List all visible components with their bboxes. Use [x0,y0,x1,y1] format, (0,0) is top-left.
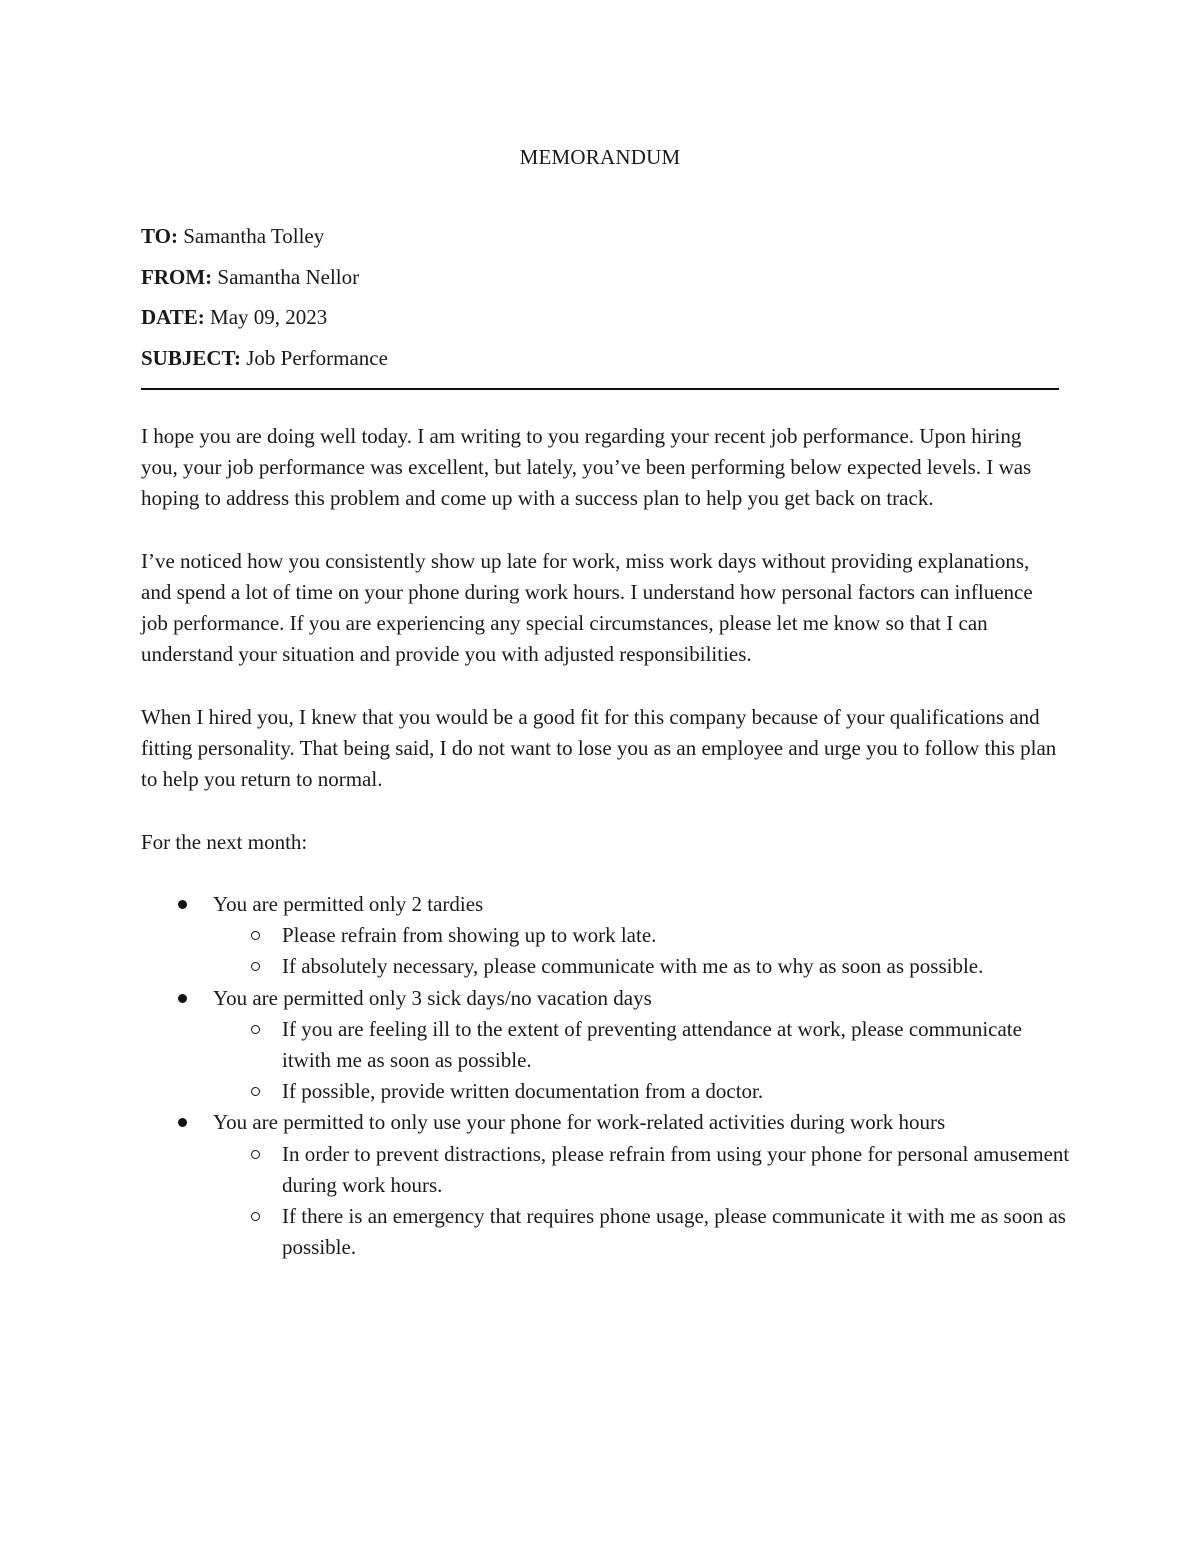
plan-subitem-text: Please refrain from showing up to work late. [282,923,657,948]
subject-line [141,344,1059,385]
to-line [141,222,1059,263]
plan-item-text: You are permitted only 3 sick days/no vacation days [213,985,652,1010]
date-value: May 09, 2023 [210,305,328,329]
bullet-circle-icon [251,962,260,971]
from-value: Samantha Nellor [217,264,360,289]
paragraph-intro: I hope you are doing well today. I am writing to you regarding your recent job performance. Upon hiring you, your job performance was excellent, but lately, you’ve been performing below expected levels. I was hoping to address this problem and come up with a success plan to help you get back on track. [141,424,1032,511]
memo-title: MEMORANDUM [519,145,681,169]
date-line [141,303,1059,344]
plan-subitem-text: If possible, provide written documentation from a doctor. [282,1079,764,1104]
bullet-dot-icon [178,1118,187,1127]
plan-subitem-text: In order to prevent distractions, please refrain from using your phone for personal amusement during work hours. [282,1141,1070,1197]
list-intro: For the next month: [141,829,308,854]
plan-subitem-text: If you are feeling ill to the extent of preventing attendance at work, please communicate itwith me as soon as possible. [282,1016,1022,1072]
plan-subitems [213,1139,1070,1264]
bullet-circle-icon [251,931,260,940]
plan-item-tardies [141,889,1059,983]
plan-subitem [213,1201,1072,1263]
bullet-circle-icon [251,1212,260,1221]
plan-subitem-text: If absolutely necessary, please communicate with me as to why as soon as possible. [282,954,984,979]
plan-subitem [213,920,1072,951]
bullet-circle-icon [251,1150,260,1159]
paragraph-plan-rationale: When I hired you, I knew that you would be a good fit for this company because of your qualifications and fitting personality. That being said, I do not want to lose you as an employee and urge you to follow this plan to help you return to normal. [141,704,1057,792]
date-label: DATE: [141,305,205,329]
plan-item-text: You are permitted to only use your phone for work-related activities during work hours [213,1110,946,1135]
to-label: TO: [141,224,178,248]
plan-subitems [213,920,1059,982]
header-divider [141,388,1059,390]
plan-item-text: You are permitted only 2 tardies [213,891,484,916]
subject-label: SUBJECT: [141,345,241,370]
bullet-circle-icon [251,1025,260,1034]
bullet-dot-icon [178,900,187,909]
to-value: Samantha Tolley [183,224,325,248]
plan-subitem [213,1014,1072,1076]
memo-body [141,421,1070,1263]
from-label: FROM: [141,264,213,289]
paragraph-observations: I’ve noticed how you consistently show up late for work, miss work days without providing explanations, and spend a lot of time on your phone during work hours. I understand how personal factors can influence job performance. If you are experiencing any special circumstances, please let me know so that I can understand your situation and provide you with adjusted responsibilities. [141,548,1033,667]
success-plan-list [141,889,1070,1263]
bullet-dot-icon [178,994,187,1003]
from-line [141,263,1059,304]
subject-value: Job Performance [246,345,388,370]
plan-item-sick-days [141,983,1059,1108]
bullet-circle-icon [251,1087,260,1096]
plan-subitems [213,1014,1059,1108]
plan-item-phone-use [141,1107,1070,1263]
plan-subitem [213,951,1072,982]
memo-header [141,222,1059,384]
plan-subitem [213,1139,1072,1201]
plan-subitem-text: If there is an emergency that requires phone usage, please communicate it with me as soon as possible. [282,1204,1066,1260]
plan-subitem [213,1076,1072,1107]
